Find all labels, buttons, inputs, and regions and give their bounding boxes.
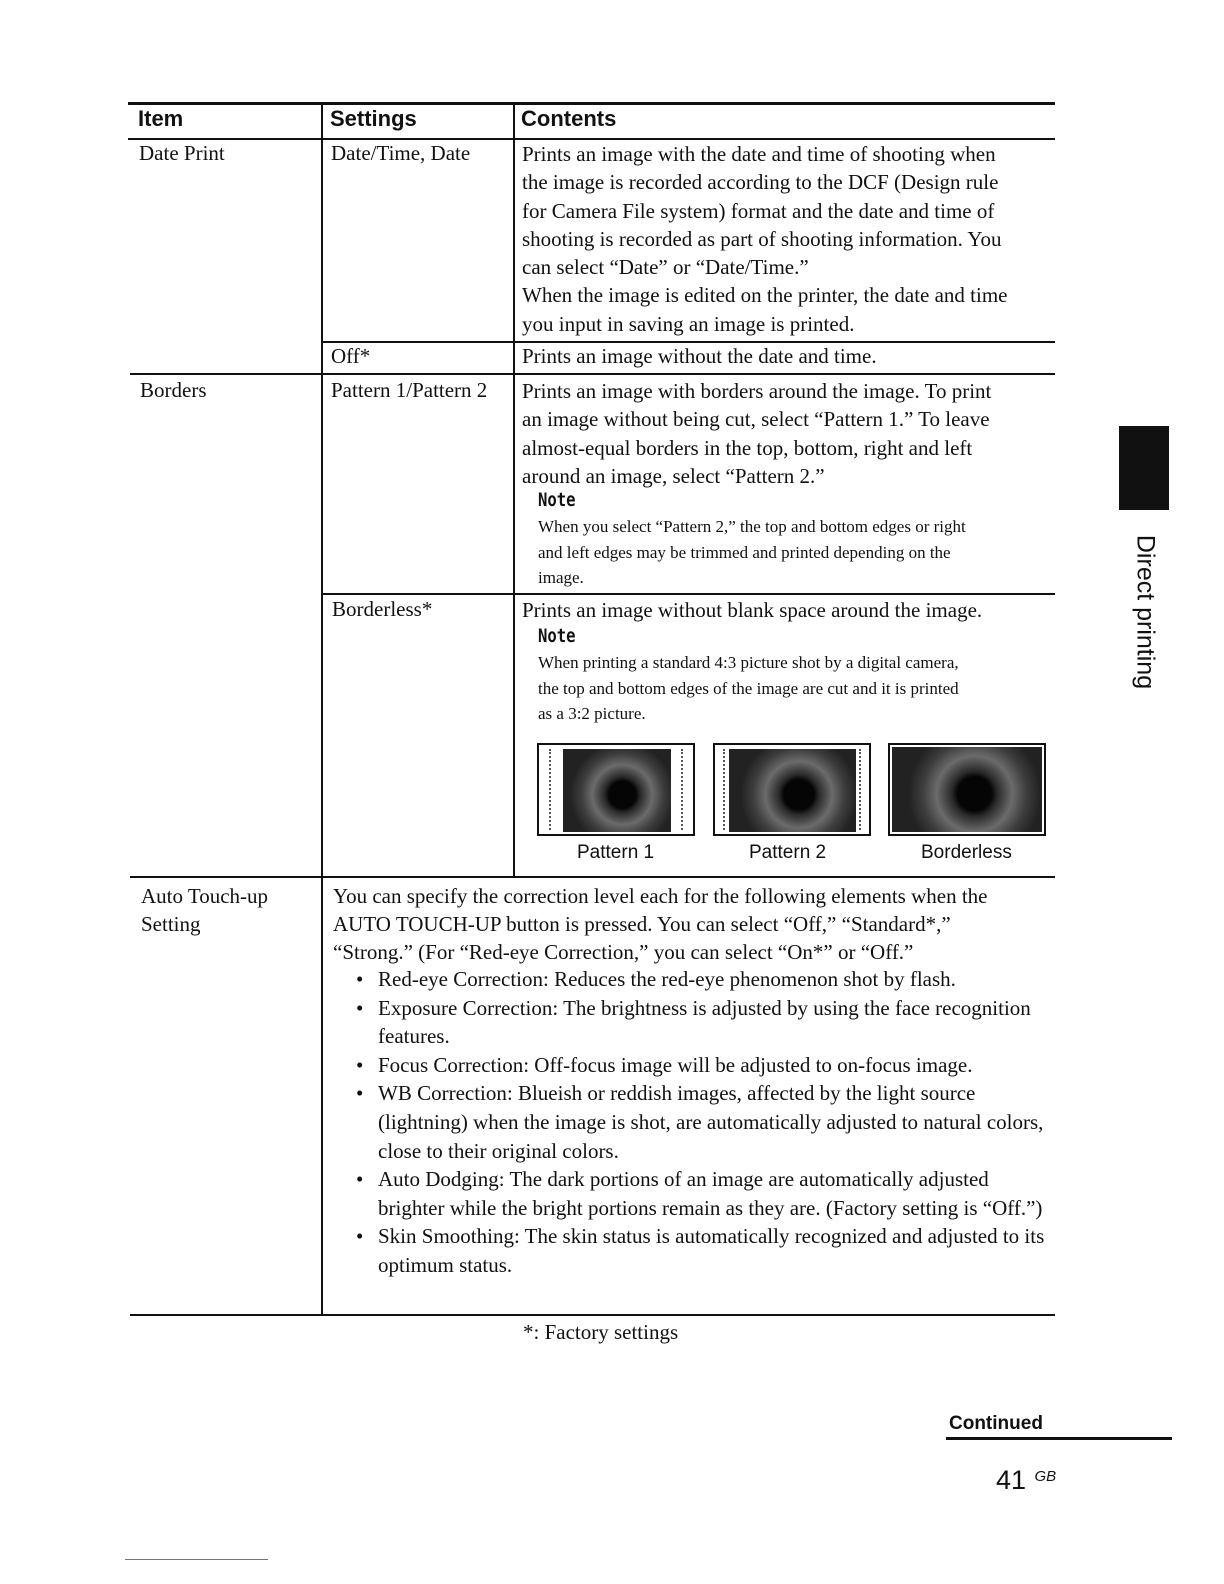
header-settings: Settings [330, 106, 417, 131]
text-line: and left edges may be trimmed and printed depending on the [538, 542, 951, 562]
caption-pattern1: Pattern 1 [577, 842, 655, 863]
table-bottom-rule [130, 1314, 1055, 1316]
auto-touchup-intro [333, 882, 1053, 966]
pattern1-illustration [537, 743, 695, 836]
text-line: Prints an image with the date and time of shooting when [522, 142, 996, 166]
item-borders: Borders [140, 378, 207, 402]
content-pattern [522, 377, 1052, 490]
setting-pattern: Pattern 1/Pattern 2 [331, 378, 488, 402]
note-title-2: Note [538, 625, 576, 647]
content-borderless: Prints an image without blank space around the image. [522, 598, 983, 622]
section-tab-marker [1119, 426, 1169, 510]
list-item: • Skin Smoothing: The skin status is automatically recognized and adjusted to its optimum status. [333, 1222, 1051, 1279]
text-line: an image without being cut, select “Pattern 1.” To leave [522, 407, 990, 432]
text-line: you input in saving an image is printed. [522, 311, 855, 336]
text-line: When printing a standard 4:3 picture shot by a digital camera, [538, 653, 959, 672]
list-item: • Auto Dodging: The dark portions of an image are automatically adjusted brighter while the bright portions remain as they are. (Factory setting is “Off.”) [333, 1165, 1051, 1222]
borderless-illustration [888, 743, 1046, 836]
list-item: • Red-eye Correction: Reduces the red-eye phenomenon shot by flash. [333, 965, 1051, 994]
sunflower-photo [563, 749, 671, 832]
sunflower-photo [892, 747, 1042, 832]
trim-line [549, 749, 551, 830]
page-number-suffix: GB [1034, 1468, 1057, 1485]
setting-off: Off* [331, 344, 371, 368]
text-line: AUTO TOUCH-UP button is pressed. You can select “Off,” “Standard*,” [333, 912, 951, 936]
page-number-value: 41 [996, 1465, 1027, 1495]
item-date-print: Date Print [139, 141, 225, 165]
text-line: around an image, select “Pattern 2.” [522, 463, 825, 488]
text-line: shooting is recorded as part of shooting information. You [522, 226, 1002, 251]
list-item: • WB Correction: Blueish or reddish images, affected by the light source (lightning) when the image is shot, are automatically adjusted to natural colors, close to their original colors. [333, 1079, 1051, 1165]
list-item: • Focus Correction: Off-focus image will be adjusted to on-focus image. [333, 1051, 1051, 1080]
note-text-1 [538, 514, 1053, 591]
text-line: Setting [141, 912, 201, 937]
list-item: • Exposure Correction: The brightness is adjusted by using the face recognition features. [333, 994, 1051, 1051]
text-line: Auto Touch-up [141, 884, 269, 908]
text-line: for Camera File system) format and the date and time of [522, 198, 995, 223]
text-line: image. [538, 568, 584, 588]
text-line: can select “Date” or “Date/Time.” [522, 255, 809, 280]
header-contents: Contents [521, 106, 617, 131]
trim-line [723, 749, 725, 830]
dateprint-bottom-rule [130, 373, 1055, 375]
trim-line [681, 749, 683, 830]
setting-date-time: Date/Time, Date [331, 141, 471, 165]
content-date-time [522, 140, 1052, 338]
trim-line [859, 749, 861, 830]
page-number [996, 1465, 1056, 1496]
note-text-2 [538, 650, 1053, 727]
setting-borderless: Borderless* [332, 597, 433, 621]
text-line: “Strong.” (For “Red-eye Correction,” you can select “On*” or “Off.” [333, 940, 914, 964]
text-line: You can specify the correction level each for the following elements when the [333, 884, 988, 908]
text-line: Prints an image with borders around the image. To print [522, 379, 992, 403]
text-line: the top and bottom edges of the image are cut and it is printed [538, 678, 959, 698]
caption-pattern2: Pattern 2 [749, 842, 827, 863]
text-line: When you select “Pattern 2,” the top and bottom edges or right [538, 517, 966, 536]
continued-rule [946, 1437, 1172, 1440]
pattern2-illustration [713, 743, 871, 836]
col-divider-1 [321, 102, 323, 1315]
text-line: almost-equal borders in the top, bottom, right and left [522, 435, 973, 460]
item-auto-touchup [141, 882, 268, 939]
footnote: *: Factory settings [523, 1320, 679, 1344]
continued-label: Continued [949, 1413, 1043, 1434]
text-line: as a 3:2 picture. [538, 704, 646, 724]
caption-borderless: Borderless [921, 842, 1012, 863]
section-tab-label: Direct printing [1131, 534, 1160, 690]
content-off: Prints an image without the date and time. [522, 344, 877, 368]
correction-list [333, 965, 1051, 1280]
text-line: When the image is edited on the printer, the date and time [522, 283, 1008, 308]
borders-bottom-rule [130, 876, 1055, 878]
decorative-rule [125, 1559, 268, 1560]
sunflower-photo [729, 749, 856, 832]
header-item: Item [138, 106, 184, 131]
note-title-1: Note [538, 489, 576, 511]
text-line: the image is recorded according to the DCF (Design rule [522, 170, 999, 195]
col-divider-2 [513, 102, 515, 877]
